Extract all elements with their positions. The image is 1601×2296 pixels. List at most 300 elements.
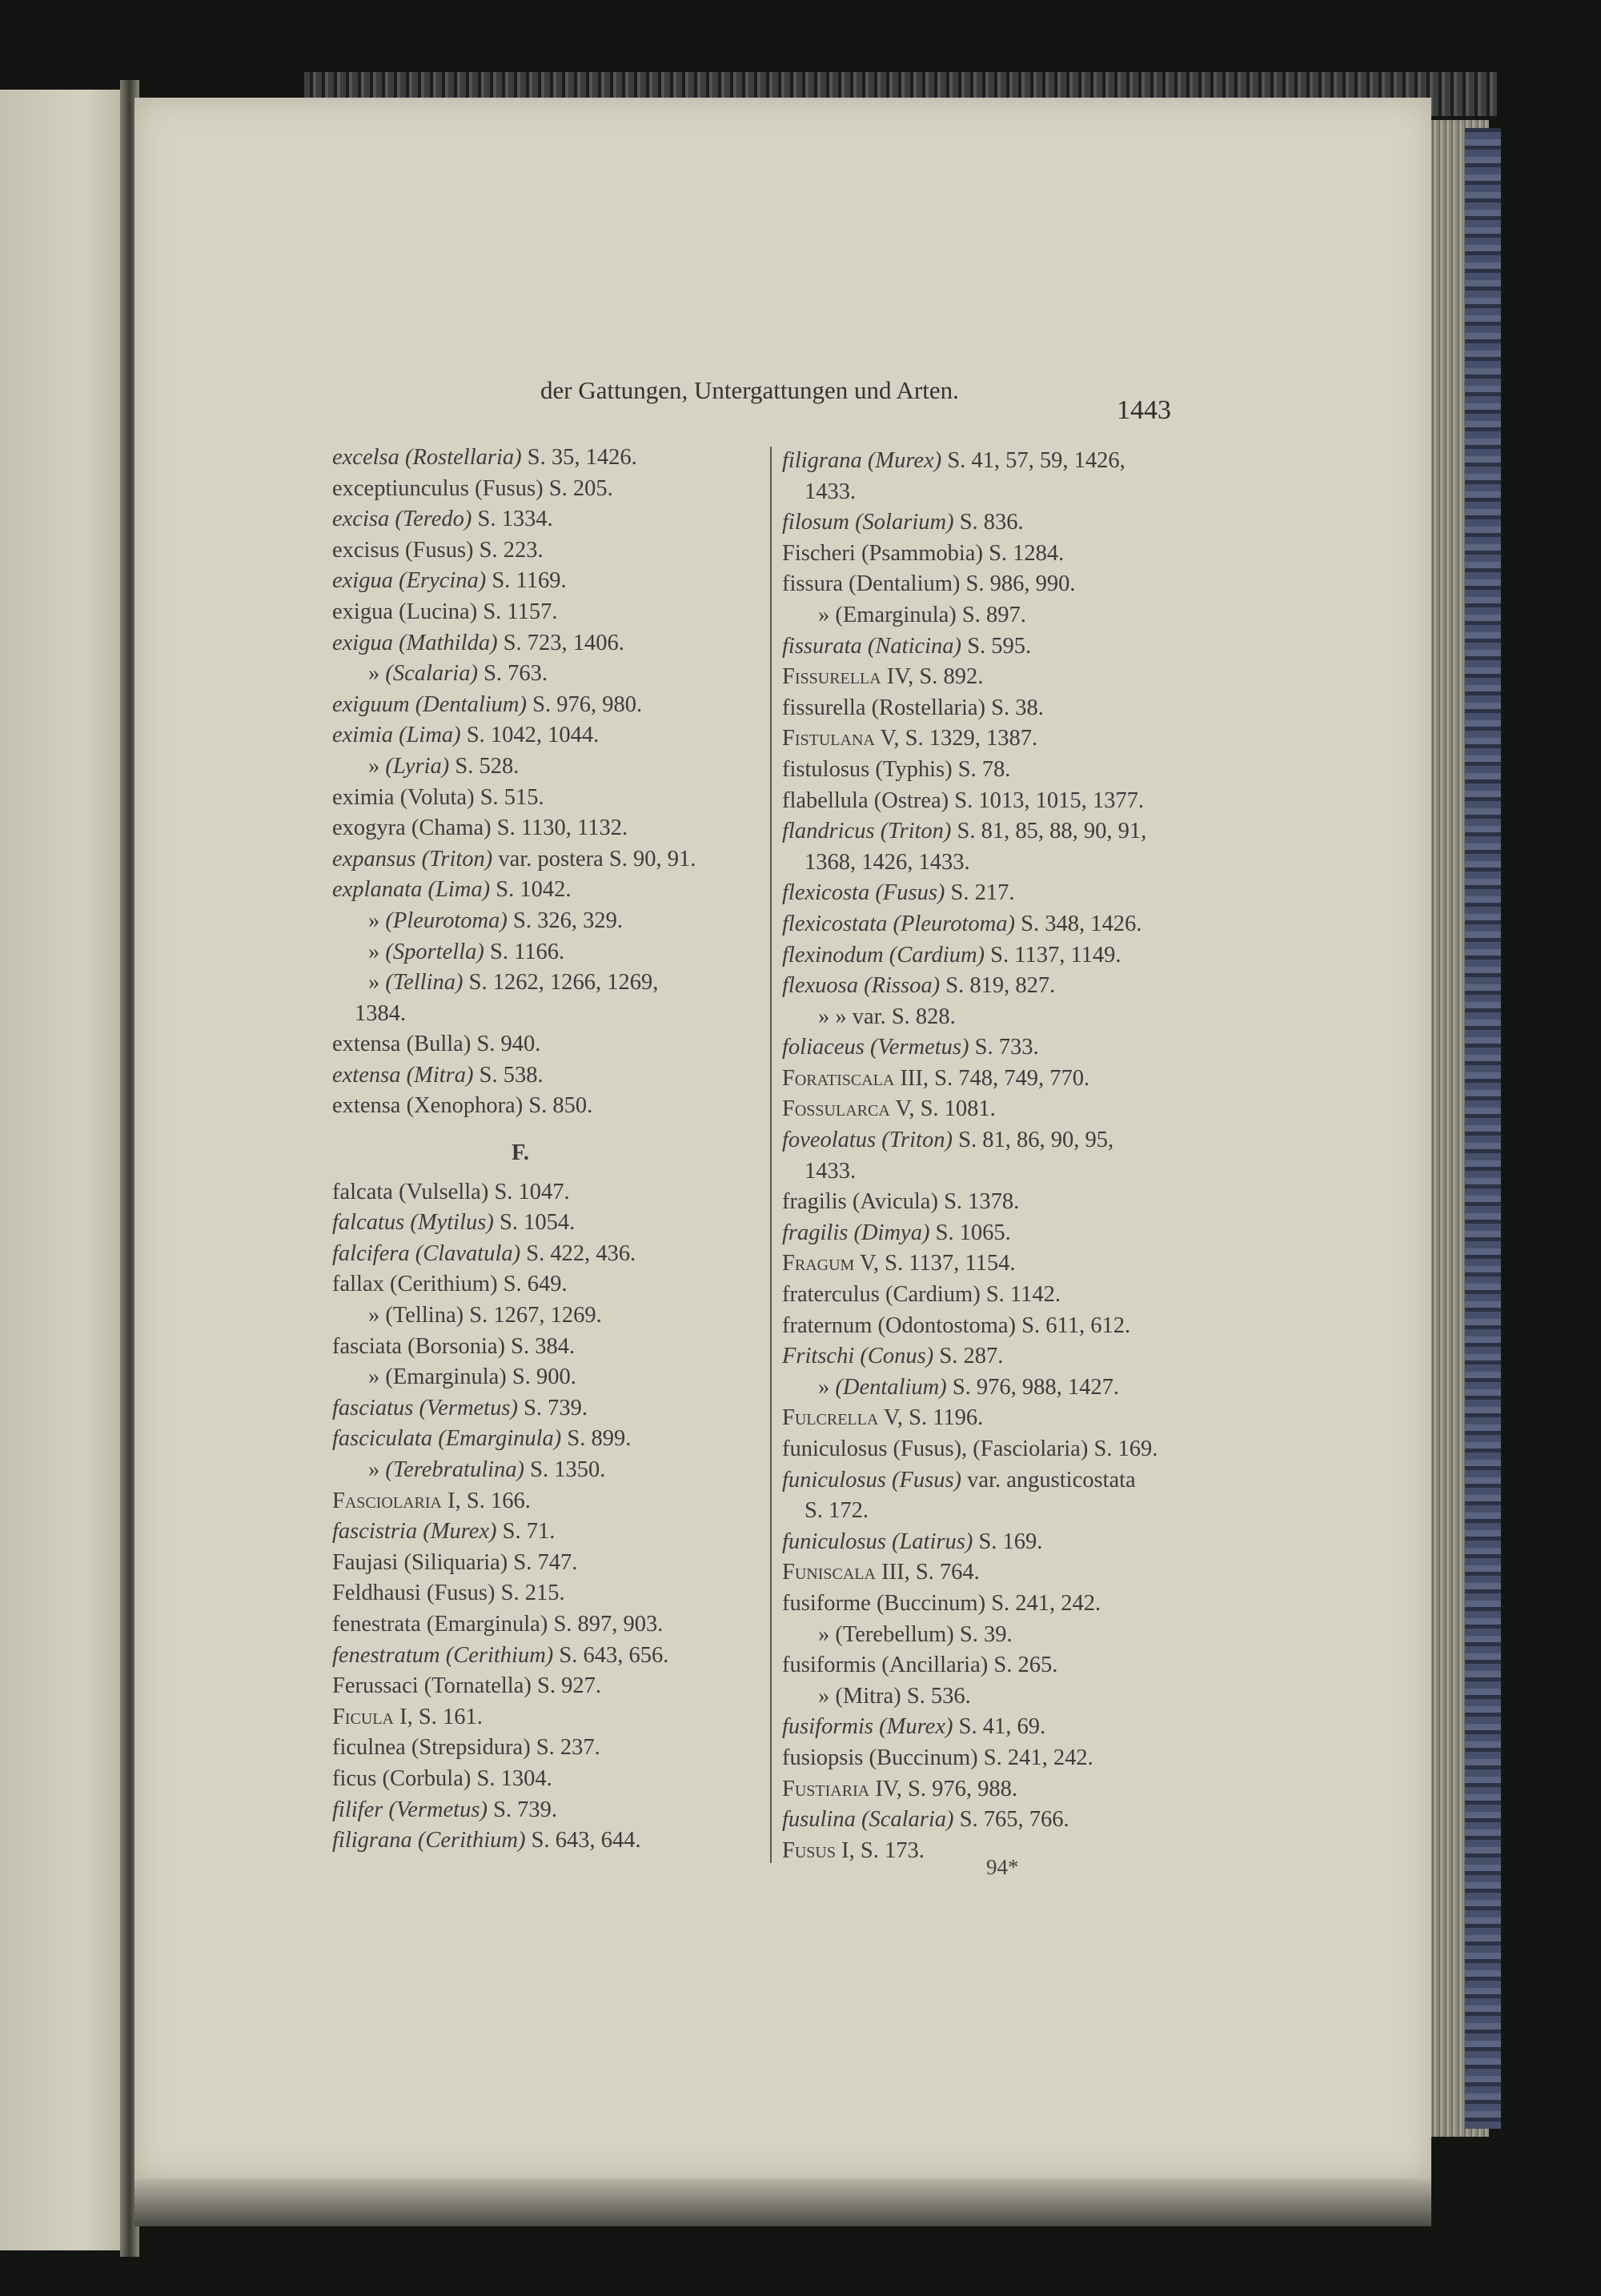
page-reference: S. 836. (959, 510, 1024, 535)
genus-name: IV, (886, 664, 914, 690)
page-reference: S. 205. (548, 475, 613, 501)
index-entry (782, 940, 1182, 972)
page-reference: S. 643, 656. (559, 1642, 669, 1668)
species-name: » (368, 1303, 380, 1328)
page-reference: S. 1013, 1015, 1377. (954, 787, 1144, 813)
index-entry (782, 1341, 1182, 1372)
index-entry (332, 813, 764, 844)
genus-name: (Cerithium) (417, 1828, 526, 1853)
genus-name: » (835, 1004, 847, 1029)
species-name: foliaceus (782, 1035, 865, 1060)
index-entry (782, 1589, 1182, 1620)
genus-name: (Vermetus) (419, 1395, 518, 1420)
species-name: filigrana (332, 1828, 412, 1853)
genus-name: (Dentalium) (849, 571, 961, 597)
genus-name: V, (883, 1405, 903, 1431)
species-name: Fasciolaria (332, 1488, 442, 1513)
index-entry (782, 1372, 1182, 1404)
genus-name: (Fusus) (405, 537, 474, 563)
species-name: fascistria (332, 1519, 418, 1545)
page-reference: S. 1169. (492, 568, 567, 594)
species-name: Fossularca (782, 1096, 890, 1122)
species-name: Fusus (782, 1837, 836, 1863)
genus-name: (Ancillaria) (881, 1653, 989, 1678)
genus-name: IV, (875, 1776, 902, 1801)
index-entry (332, 1486, 764, 1517)
species-name: » (368, 661, 380, 687)
species-name: exigua (332, 599, 393, 624)
species-name: falcata (332, 1179, 393, 1204)
species-name: eximia (332, 723, 393, 748)
species-name: Fritschi (782, 1344, 855, 1369)
species-name: exogyra (332, 815, 406, 841)
genus-name: (Buccinum) (876, 1590, 986, 1616)
index-entry (782, 569, 1182, 600)
page-reference: S. 763. (484, 661, 548, 687)
page-reference: S. 81, 85, 88, 90, 91, (957, 819, 1147, 844)
genus-name: (Emarginula) (835, 602, 957, 627)
species-name: fragilis (782, 1220, 849, 1245)
index-entry (782, 1187, 1182, 1218)
index-entry (332, 1764, 764, 1795)
species-name: Fulcrella (782, 1405, 879, 1431)
species-name: exceptiunculus (332, 475, 469, 501)
index-entry (782, 1465, 1182, 1497)
species-name: fenestratum (332, 1642, 440, 1668)
index-entry (782, 1064, 1182, 1095)
genus-name: (Rissoa) (864, 973, 941, 999)
index-column-right (782, 446, 1182, 1866)
page-reference: 1433. (805, 1158, 857, 1184)
index-entry (782, 1032, 1182, 1064)
page-reference: S. 819, 827. (945, 973, 1056, 999)
index-entry (782, 1248, 1182, 1280)
page-reference: S. 217. (950, 880, 1015, 906)
genus-name: (Triton) (880, 819, 952, 844)
index-entry (782, 662, 1182, 693)
genus-name: (Pleurotoma) (385, 908, 508, 933)
species-name: fragilis (782, 1189, 847, 1215)
species-name: fasciata (332, 1333, 403, 1359)
species-name: fusiformis (782, 1653, 877, 1678)
species-name: funiculosus (782, 1467, 886, 1493)
page-reference: S. 1267, 1269. (469, 1303, 602, 1328)
index-entry (782, 693, 1182, 724)
genus-name: (Typhis) (875, 756, 953, 782)
page-reference: S. 976, 988, 1427. (952, 1374, 1120, 1400)
genus-name: (Lyria) (385, 753, 450, 779)
genus-name: (Scalaria) (385, 661, 478, 687)
index-entry (332, 999, 764, 1030)
species-name: filosum (782, 510, 849, 535)
genus-name: (Emarginula) (426, 1611, 548, 1637)
genus-name: (Mitra) (406, 1062, 474, 1088)
species-name: eximia (332, 784, 395, 810)
page-reference: S. 241, 242. (991, 1590, 1101, 1616)
species-name: exigua (332, 630, 393, 655)
page-reference: S. 1137, 1154. (885, 1251, 1016, 1276)
index-entry (782, 1527, 1182, 1558)
page-reference: S. 384. (511, 1333, 576, 1359)
genus-name: (Corbula) (382, 1765, 471, 1791)
index-entry (332, 875, 764, 906)
species-name: explanata (332, 877, 423, 903)
page-reference: S. 747. (513, 1549, 578, 1575)
genus-name: (Lima) (399, 723, 461, 748)
page-reference: S. 595. (967, 633, 1032, 659)
page-reference: S. 169. (1093, 1437, 1158, 1461)
page-reference: S. 1047. (494, 1179, 570, 1204)
index-entry (782, 1650, 1182, 1681)
column-divider (770, 447, 772, 1863)
page-reference: S. 223. (479, 537, 544, 563)
genus-name: (Triton) (881, 1128, 953, 1153)
index-entry (782, 816, 1182, 847)
page-reference: 1384. (355, 1000, 407, 1026)
page-reference: S. 643, 644. (531, 1828, 641, 1853)
genus-name: (Siliquaria) (403, 1549, 508, 1575)
species-name: Fistulana (782, 726, 875, 751)
genus-name: (Mathilda) (399, 630, 498, 655)
index-entry (782, 539, 1182, 570)
genus-name: (Lucina) (399, 599, 478, 624)
species-name: Foratiscala (782, 1065, 895, 1091)
index-entry (782, 878, 1182, 909)
page-reference: S. 1350. (530, 1457, 606, 1482)
page-reference: S. 1065. (935, 1220, 1011, 1245)
species-name: Fustiaria (782, 1776, 870, 1801)
page-reference: S. 1166. (489, 939, 565, 964)
species-name: » (818, 1621, 830, 1647)
index-entry (782, 723, 1182, 755)
genus-name: (Fusus) (475, 475, 544, 501)
page-reference: S. 528. (455, 753, 520, 779)
index-entry (782, 1311, 1182, 1342)
index-entry (782, 1434, 1182, 1465)
species-name: Fragum (782, 1251, 855, 1276)
index-entry (332, 844, 764, 876)
species-name: » (368, 1457, 380, 1482)
index-entry (332, 597, 764, 628)
index-entry (332, 937, 764, 968)
index-entry (332, 628, 764, 659)
species-name: fistulosus (782, 756, 870, 782)
genus-name: (Xenophora) (406, 1093, 524, 1119)
page-bottom-shadow (134, 2178, 1431, 2226)
species-name: exiguum (332, 691, 410, 717)
page-reference: S. 166. (466, 1488, 531, 1513)
genus-name: (Voluta) (399, 784, 475, 810)
page-reference: S. 71. (502, 1519, 556, 1545)
species-name: fenestrata (332, 1611, 421, 1637)
index-entry (332, 1239, 764, 1270)
page-reference: S. 38. (991, 695, 1044, 720)
page-reference: S. 536. (906, 1683, 971, 1709)
index-entry (782, 1125, 1182, 1156)
index-entry (782, 1557, 1182, 1589)
genus-name: (Rostellaria) (871, 695, 986, 720)
genus-name: (Odontostoma) (877, 1312, 1017, 1338)
species-name: exigua (332, 568, 393, 594)
species-name: » (818, 1374, 830, 1400)
index-entry (332, 906, 764, 937)
species-name: fallax (332, 1272, 384, 1297)
page-reference: S. 1196. (909, 1405, 984, 1431)
index-entry (332, 720, 764, 751)
index-column-left (332, 443, 764, 1857)
species-name: flexicosta (782, 880, 870, 906)
page-reference: S. 215. (500, 1581, 565, 1606)
index-entry (782, 1805, 1182, 1836)
index-entry (782, 1156, 1182, 1188)
index-entry (782, 507, 1182, 539)
genus-name: (Fusus) (426, 1581, 496, 1606)
genus-name: (Avicula) (852, 1189, 938, 1215)
species-name: Faujasi (332, 1549, 399, 1575)
species-name: » (368, 1364, 380, 1390)
genus-name: (Tellina) (385, 970, 463, 996)
species-name: excisus (332, 537, 399, 563)
index-entry (332, 1332, 764, 1363)
index-entry (782, 1681, 1182, 1713)
species-name: » (368, 908, 380, 933)
species-name: foveolatus (782, 1128, 877, 1153)
page-reference: S. 41, 57, 59, 1426, (947, 448, 1126, 473)
index-entry (332, 443, 764, 474)
page-reference: S. 237. (536, 1735, 600, 1761)
index-entry (332, 1517, 764, 1548)
genus-name: (Fusus), (Fasciolaria) (893, 1437, 1089, 1461)
page-reference: S. 723, 1406. (503, 630, 624, 655)
species-name: Ficula (332, 1704, 394, 1729)
genus-name: I, (399, 1704, 413, 1729)
page-reference: S. 39. (959, 1621, 1013, 1647)
index-entry (332, 968, 764, 999)
index-entry (332, 1641, 764, 1672)
species-name: ficus (332, 1765, 377, 1791)
index-entry (782, 1002, 1182, 1033)
genus-name: (Solarium) (855, 510, 954, 535)
genus-name: I, (841, 1837, 855, 1863)
index-entry (332, 751, 764, 783)
species-name: fraternum (782, 1312, 873, 1338)
index-entry (332, 1609, 764, 1641)
species-name: falcatus (332, 1210, 405, 1236)
page-reference: S. 173. (860, 1837, 925, 1863)
index-entry (332, 1300, 764, 1332)
genus-name: (Terebellum) (835, 1621, 954, 1647)
page-reference: S. 515. (479, 784, 544, 810)
index-entry (332, 1825, 764, 1857)
page-reference: S. 169. (978, 1529, 1043, 1554)
species-name: expansus (332, 846, 416, 872)
page-reference: S. 1042. (496, 877, 572, 903)
page-reference: 1368, 1426, 1433. (805, 849, 970, 875)
page-reference: S. 41, 69. (958, 1714, 1046, 1740)
species-name: flexinodum (782, 942, 884, 968)
page-reference: var. postera S. 90, 91. (498, 846, 696, 872)
genus-name: (Vermetus) (388, 1797, 488, 1822)
running-header: der Gattungen, Untergattungen und Arten. (540, 376, 959, 404)
page-reference: S. 748, 749, 770. (934, 1065, 1090, 1091)
index-entry (332, 474, 764, 505)
genus-name: (Conus) (860, 1344, 934, 1369)
genus-name: (Bulla) (406, 1032, 471, 1057)
page-reference: S. 161. (418, 1704, 483, 1729)
species-name: filigrana (782, 448, 862, 473)
genus-name: (Naticina) (867, 633, 962, 659)
page-reference: S. 538. (479, 1062, 544, 1088)
genus-name: (Cardium) (889, 942, 985, 968)
index-entry (782, 847, 1182, 879)
page-reference: S. 986, 990. (965, 571, 1076, 597)
page-reference: S. 900. (512, 1364, 576, 1390)
genus-name: (Borsonia) (407, 1333, 506, 1359)
genus-name: (Mitra) (835, 1683, 901, 1709)
index-entry (332, 1424, 764, 1455)
genus-name: (Murex) (867, 448, 942, 473)
species-name: fissurata (782, 633, 862, 659)
page-reference: S. 35, 1426. (527, 445, 637, 470)
genus-name: (Strepsidura) (411, 1735, 531, 1761)
species-name: fissurella (782, 695, 866, 720)
species-name: extensa (332, 1062, 401, 1088)
index-entry (332, 1702, 764, 1733)
page-reference: S. 899. (567, 1426, 632, 1452)
page-reference: S. 172. (805, 1498, 869, 1524)
page-reference: S. 733. (974, 1035, 1039, 1060)
index-entry (332, 1029, 764, 1060)
page-reference: S. 326, 329. (513, 908, 623, 933)
page-reference: S. 1262, 1266, 1269, (468, 970, 659, 996)
page-reference: var. S. 828. (852, 1004, 956, 1029)
page-reference: S. 1137, 1149. (990, 942, 1122, 968)
page-reference: 1433. (805, 479, 857, 504)
left-page-edge (0, 90, 120, 2250)
page-reference: S. 739. (493, 1797, 558, 1822)
index-entry (782, 755, 1182, 786)
index-entry (782, 1774, 1182, 1805)
genus-name: (Sportella) (385, 939, 484, 964)
species-name: Ferussaci (332, 1673, 419, 1699)
signature-mark: 94* (986, 1855, 1019, 1879)
species-name: » (368, 970, 380, 996)
genus-name: (Dimya) (853, 1220, 930, 1245)
page-reference: S. 940. (476, 1032, 541, 1057)
species-name: extensa (332, 1032, 401, 1057)
genus-name: (Scalaria) (861, 1807, 954, 1833)
species-name: Funiscala (782, 1560, 876, 1585)
species-name: fusiformis (782, 1714, 874, 1740)
genus-name: (Fusus) (891, 1467, 962, 1493)
species-name: falcifera (332, 1240, 410, 1266)
page-reference: S. 739. (524, 1395, 588, 1420)
page-reference: S. 241, 242. (983, 1745, 1093, 1770)
page-reference: S. 976, 988. (907, 1776, 1017, 1801)
species-name: » (818, 1683, 830, 1709)
species-name: flexicostata (782, 911, 888, 936)
genus-name: (Cerithium) (445, 1642, 554, 1668)
index-entry (332, 504, 764, 535)
genus-name: (Triton) (421, 846, 493, 872)
index-entry (782, 1094, 1182, 1125)
species-name: excelsa (332, 445, 399, 470)
species-name: » (818, 602, 830, 627)
page-reference: S. 422, 436. (526, 1240, 636, 1266)
genus-name: (Vulsella) (399, 1179, 489, 1204)
index-entry (782, 631, 1182, 663)
page-reference: S. 897. (961, 602, 1026, 627)
species-name: excisa (332, 507, 390, 532)
genus-name: (Emarginula) (385, 1364, 507, 1390)
genus-name: (Dentalium) (415, 691, 527, 717)
index-entry (332, 566, 764, 597)
species-name: filifer (332, 1797, 383, 1822)
page-reference: S. 765, 766. (959, 1807, 1069, 1833)
page-reference: S. 1334. (477, 507, 553, 532)
genus-name: (Psammobia) (861, 540, 983, 566)
genus-name: (Buccinum) (869, 1745, 978, 1770)
index-entry (332, 1091, 764, 1122)
genus-name: (Pleurotoma) (893, 911, 1016, 936)
page-reference: S. 1042, 1044. (466, 723, 600, 748)
page-reference: S. 1081. (920, 1096, 996, 1122)
species-name: flandricus (782, 819, 875, 844)
genus-name: (Tornatella) (423, 1673, 532, 1699)
page-reference: S. 897, 903. (553, 1611, 664, 1637)
index-entry (332, 783, 764, 814)
species-name: flexuosa (782, 973, 858, 999)
cover-edge (1465, 128, 1501, 2129)
genus-name: (Vermetus) (870, 1035, 969, 1060)
genus-name: (Tellina) (385, 1303, 464, 1328)
genus-name: I, (447, 1488, 461, 1513)
page-reference: S. 1304. (476, 1765, 552, 1791)
species-name: funiculosus (782, 1437, 888, 1461)
index-entry (782, 971, 1182, 1002)
page-reference: S. 287. (939, 1344, 1004, 1369)
page-number: 1443 (1117, 395, 1171, 425)
index-entry (782, 446, 1182, 477)
index-entry (782, 1403, 1182, 1434)
page-reference: S. 348, 1426. (1021, 911, 1142, 936)
index-entry (782, 1836, 1182, 1867)
page-reference: var. angusticostata (967, 1467, 1136, 1493)
index-entry (782, 909, 1182, 940)
genus-name: (Terebratulina) (385, 1457, 525, 1482)
page-reference: S. 892. (919, 664, 984, 690)
species-name: Fissurella (782, 664, 881, 690)
index-entry (332, 690, 764, 721)
page-reference: S. 1157. (483, 599, 558, 624)
index-entry (782, 1280, 1182, 1311)
index-entry (332, 535, 764, 567)
page-reference: S. 1284. (989, 540, 1065, 566)
page-reference: S. 1054. (499, 1210, 576, 1236)
index-entry (332, 1208, 764, 1239)
genus-name: V, (880, 726, 900, 751)
genus-name: (Murex) (879, 1714, 953, 1740)
species-name: » (368, 939, 380, 964)
species-name: fusiopsis (782, 1745, 864, 1770)
species-name: fasciatus (332, 1395, 414, 1420)
genus-name: (Murex) (423, 1519, 497, 1545)
page-reference: S. 1130, 1132. (496, 815, 628, 841)
index-entry (332, 1362, 764, 1393)
species-name: ficulnea (332, 1735, 406, 1761)
genus-name: (Mytilus) (410, 1210, 494, 1236)
genus-name: (Emarginula) (438, 1426, 562, 1452)
